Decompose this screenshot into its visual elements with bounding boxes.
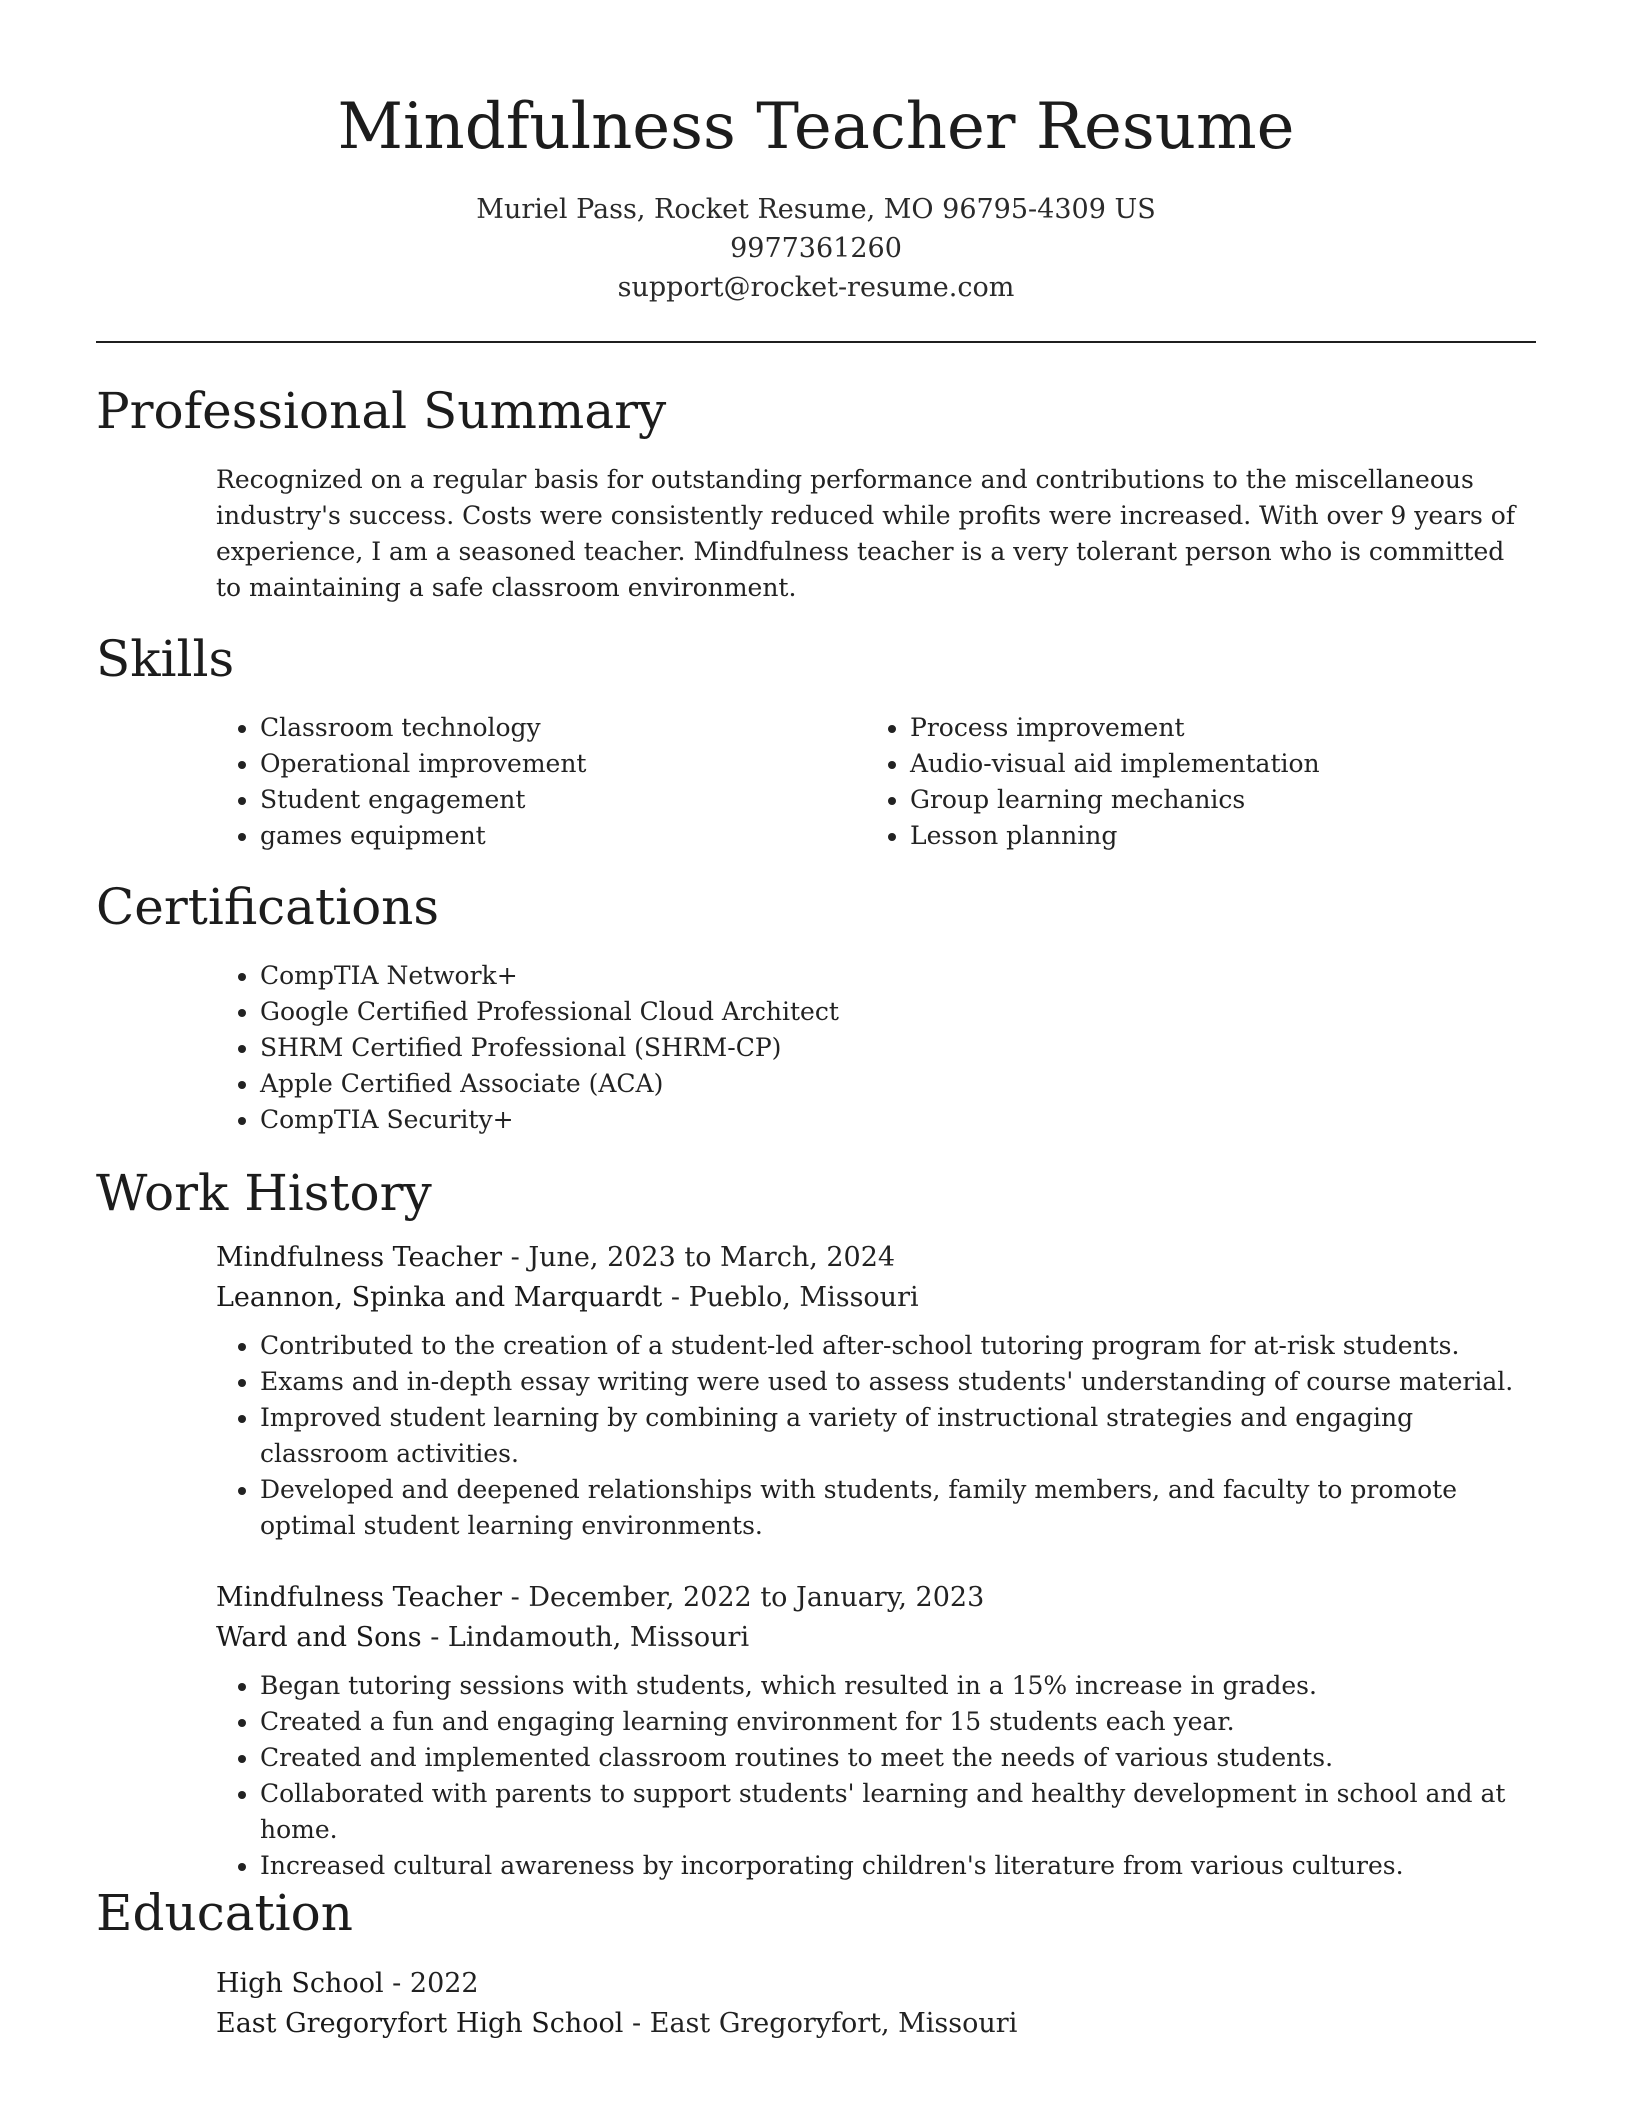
resume-header (0, 0, 1632, 307)
skill-item: • Operational improvement (260, 746, 776, 782)
job-location: Pueblo, Missouri (688, 1282, 919, 1313)
skill-item: • Classroom technology (260, 710, 776, 746)
certifications-heading: Certifications (96, 878, 440, 936)
education-heading: Education (96, 1884, 353, 1942)
job-responsibilities (216, 1668, 1536, 1884)
responsibility-item: • Collaborated with parents to support students' learning and healthy development in school and at home. (260, 1776, 1536, 1848)
separator: - (421, 1622, 448, 1653)
skill-item: • Student engagement (260, 782, 776, 818)
education-degree: High School (216, 1968, 384, 1999)
job-entry (216, 1578, 1536, 1884)
separator: - (383, 1968, 410, 1999)
skill-item: • Process improvement (910, 710, 1426, 746)
certification-item: • CompTIA Network+ (260, 958, 1316, 994)
responsibility-item: • Increased cultural awareness by incorporating children's literature from various cultures. (260, 1848, 1536, 1884)
responsibility-item: • Exams and in-depth essay writing were used to assess students' understanding of course material. (260, 1364, 1536, 1400)
job-responsibilities (216, 1328, 1536, 1544)
certification-item: • CompTIA Security+ (260, 1102, 1316, 1138)
contact-email: support@rocket-resume.com (617, 272, 1015, 303)
responsibility-item: • Improved student learning by combining a variety of instructional strategies and engaging classroom activities. (260, 1400, 1536, 1472)
job-dates: December, 2022 to January, 2023 (528, 1582, 985, 1613)
job-dates: June, 2023 to March, 2024 (528, 1242, 896, 1273)
education-location: East Gregoryfort, Missouri (649, 2008, 1018, 2039)
education-degree-line (216, 1964, 1536, 2004)
education-school: East Gregoryfort High School (216, 2008, 624, 2039)
education-year: 2022 (409, 1968, 479, 1999)
header-divider (96, 341, 1536, 343)
job-title-line (216, 1578, 1536, 1618)
resume-title: Mindfulness Teacher Resume (337, 90, 1295, 164)
work-history-heading: Work History (96, 1164, 432, 1222)
certifications-list (216, 958, 1316, 1138)
skills-column-right (866, 710, 1426, 854)
separator: - (502, 1582, 529, 1613)
job-company-line (216, 1278, 1536, 1318)
summary-heading: Professional Summary (96, 382, 667, 440)
skill-item: • Lesson planning (910, 818, 1426, 854)
job-company: Ward and Sons (216, 1622, 422, 1653)
job-title: Mindfulness Teacher (216, 1582, 503, 1613)
skill-item: • Group learning mechanics (910, 782, 1426, 818)
separator: - (623, 2008, 650, 2039)
contact-address: Muriel Pass, Rocket Resume, MO 96795-4309 US (476, 194, 1156, 225)
contact-block (0, 190, 1632, 307)
skills-heading: Skills (96, 630, 235, 688)
contact-phone: 9977361260 (730, 233, 902, 264)
separator: - (662, 1282, 689, 1313)
responsibility-item: • Created a fun and engaging learning environment for 15 students each year. (260, 1704, 1536, 1740)
skills-column-left (216, 710, 776, 854)
separator: - (502, 1242, 529, 1273)
education-entry (216, 1964, 1536, 2044)
certification-item: • Google Certified Professional Cloud Architect (260, 994, 1316, 1030)
job-entry (216, 1238, 1536, 1544)
job-title-line (216, 1238, 1536, 1278)
certification-item: • Apple Certified Associate (ACA) (260, 1066, 1316, 1102)
job-title: Mindfulness Teacher (216, 1242, 503, 1273)
certification-item: • SHRM Certified Professional (SHRM-CP) (260, 1030, 1316, 1066)
responsibility-item: • Created and implemented classroom routines to meet the needs of various students. (260, 1740, 1536, 1776)
responsibility-item: • Contributed to the creation of a student-led after-school tutoring program for at-risk students. (260, 1328, 1536, 1364)
skill-item: • Audio-visual aid implementation (910, 746, 1426, 782)
responsibility-item: • Developed and deepened relationships with students, family members, and faculty to promote optimal student learning environments. (260, 1472, 1536, 1544)
education-school-line (216, 2004, 1536, 2044)
responsibility-item: • Began tutoring sessions with students, which resulted in a 15% increase in grades. (260, 1668, 1536, 1704)
skill-item: • games equipment (260, 818, 776, 854)
job-location: Lindamouth, Missouri (447, 1622, 750, 1653)
summary-text: Recognized on a regular basis for outstanding performance and contributions to the miscellaneous industry's success. Costs were consistently reduced while profits were increased. With over 9 years of experience, I am a seasoned teacher. Mindfulness teacher is a very tolerant person who is committed to maintaining a safe classroom environment. (216, 465, 1516, 602)
job-company: Leannon, Spinka and Marquardt (216, 1282, 663, 1313)
job-company-line (216, 1618, 1536, 1658)
